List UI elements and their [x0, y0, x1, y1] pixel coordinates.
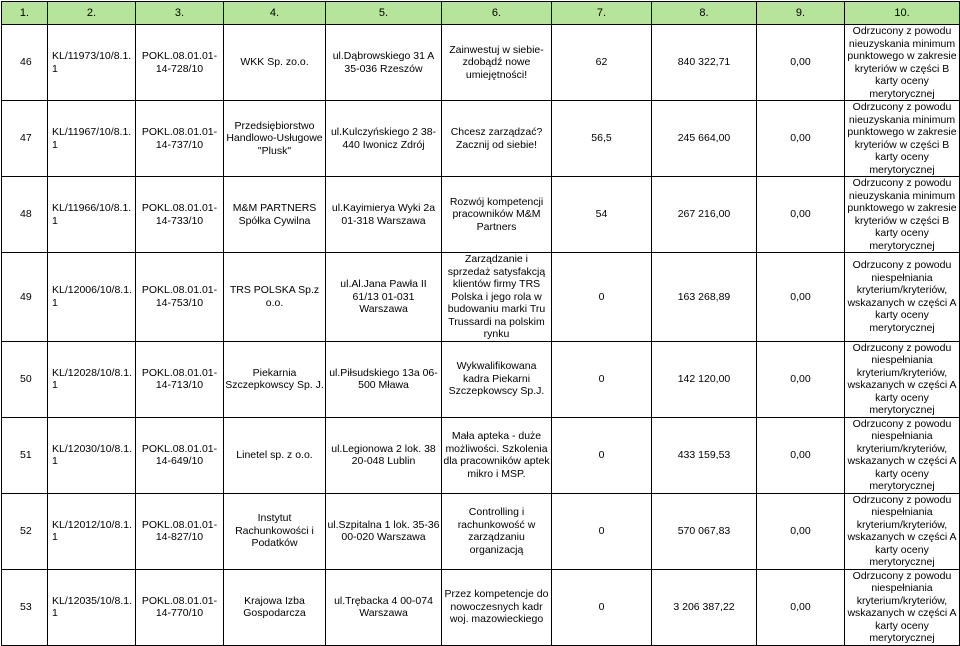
application-code: POKL.08.01.01-14-770/10: [136, 569, 224, 645]
row-number: 47: [2, 101, 48, 177]
rejection-status: Odrzucony z powodu niespełniania kryterium/kryteriów, wskazanych w części A karty oceny merytorycznej: [845, 417, 960, 493]
table-row: [2, 253, 960, 342]
applicant-name: Krajowa Izba Gospodarcza: [224, 569, 326, 645]
header-row: [2, 2, 960, 25]
applicant-name: Przedsiębiorstwo Handlowo-Usługowe "Plusk": [224, 101, 326, 177]
project-number: KL/11967/10/8.1.1: [48, 101, 136, 177]
row-number: 49: [2, 253, 48, 342]
requested-amount: 840 322,71: [652, 25, 757, 101]
requested-amount: 163 268,89: [652, 253, 757, 342]
row-number: 52: [2, 493, 48, 569]
applicant-name: M&M PARTNERS Spółka Cywilna: [224, 177, 326, 253]
project-title: Rozwój kompetencji pracowników M&M Partners: [442, 177, 552, 253]
requested-amount: 433 159,53: [652, 417, 757, 493]
applicant-name: Linetel sp. z o.o.: [224, 417, 326, 493]
score-value: 0: [552, 341, 652, 417]
application-code: POKL.08.01.01-14-728/10: [136, 25, 224, 101]
application-code: POKL.08.01.01-14-737/10: [136, 101, 224, 177]
rejection-status: Odrzucony z powodu niespełniania kryterium/kryteriów, wskazanych w części A karty oceny merytorycznej: [845, 493, 960, 569]
application-code: POKL.08.01.01-14-827/10: [136, 493, 224, 569]
applicant-name: Piekarnia Szczepkowscy Sp. J.: [224, 341, 326, 417]
column-header: 3.: [136, 2, 224, 25]
column-header: 2.: [48, 2, 136, 25]
recommended-amount: 0,00: [757, 493, 845, 569]
recommended-amount: 0,00: [757, 253, 845, 342]
applicant-name: TRS POLSKA Sp.z o.o.: [224, 253, 326, 342]
table-row: [2, 417, 960, 493]
application-code: POKL.08.01.01-14-733/10: [136, 177, 224, 253]
column-header: 9.: [757, 2, 845, 25]
row-number: 50: [2, 341, 48, 417]
applicant-name: WKK Sp. zo.o.: [224, 25, 326, 101]
recommended-amount: 0,00: [757, 417, 845, 493]
project-title: Zainwestuj w siebie- zdobądź nowe umiejętności!: [442, 25, 552, 101]
project-title: Controlling i rachunkowość w zarządzaniu organizacją: [442, 493, 552, 569]
recommended-amount: 0,00: [757, 101, 845, 177]
requested-amount: 570 067,83: [652, 493, 757, 569]
recommended-amount: 0,00: [757, 341, 845, 417]
rejection-status: Odrzucony z powodu niespełniania kryterium/kryteriów, wskazanych w części A karty oceny merytorycznej: [845, 341, 960, 417]
applicant-address: ul.Szpitalna 1 lok. 35-36 00-020 Warszawa: [326, 493, 442, 569]
rejection-status: Odrzucony z powodu nieuzyskania minimum punktowego w zakresie kryteriów w części B karty oceny merytorycznej: [845, 25, 960, 101]
applicant-address: ul.Dąbrowskiego 31 A 35-036 Rzeszów: [326, 25, 442, 101]
row-number: 53: [2, 569, 48, 645]
table-row: [2, 341, 960, 417]
application-code: POKL.08.01.01-14-649/10: [136, 417, 224, 493]
project-number: KL/11973/10/8.1.1: [48, 25, 136, 101]
requested-amount: 3 206 387,22: [652, 569, 757, 645]
project-number: KL/12006/10/8.1.1: [48, 253, 136, 342]
score-value: 62: [552, 25, 652, 101]
score-value: 0: [552, 493, 652, 569]
project-number: KL/11966/10/8.1.1: [48, 177, 136, 253]
project-number: KL/12012/10/8.1.1: [48, 493, 136, 569]
table-row: [2, 25, 960, 101]
project-number: KL/12035/10/8.1.1: [48, 569, 136, 645]
recommended-amount: 0,00: [757, 177, 845, 253]
applicant-address: ul.Legionowa 2 lok. 38 20-048 Lublin: [326, 417, 442, 493]
column-header: 8.: [652, 2, 757, 25]
table-row: [2, 177, 960, 253]
application-code: POKL.08.01.01-14-713/10: [136, 341, 224, 417]
results-table: [1, 1, 960, 646]
applicant-address: ul.Al.Jana Pawła II 61/13 01-031 Warszawa: [326, 253, 442, 342]
row-number: 48: [2, 177, 48, 253]
requested-amount: 245 664,00: [652, 101, 757, 177]
recommended-amount: 0,00: [757, 25, 845, 101]
table-row: [2, 493, 960, 569]
project-title: Wykwalifikowana kadra Piekarni Szczepkowscy Sp.J.: [442, 341, 552, 417]
row-number: 51: [2, 417, 48, 493]
column-header: 6.: [442, 2, 552, 25]
row-number: 46: [2, 25, 48, 101]
column-header: 4.: [224, 2, 326, 25]
recommended-amount: 0,00: [757, 569, 845, 645]
column-header: 5.: [326, 2, 442, 25]
applicant-address: ul.Kulczyńskiego 2 38-440 Iwonicz Zdrój: [326, 101, 442, 177]
project-title: Chcesz zarządzać? Zacznij od siebie!: [442, 101, 552, 177]
application-code: POKL.08.01.01-14-753/10: [136, 253, 224, 342]
project-title: Zarządzanie i sprzedaż satysfakcją klientów firmy TRS Polska i jego rola w budowaniu marki Tru Trussardi na polskim rynku: [442, 253, 552, 342]
rejection-status: Odrzucony z powodu nieuzyskania minimum punktowego w zakresie kryteriów w części B karty oceny merytorycznej: [845, 177, 960, 253]
applicant-address: ul.Piłsudskiego 13a 06-500 Mława: [326, 341, 442, 417]
requested-amount: 142 120,00: [652, 341, 757, 417]
table-row: [2, 101, 960, 177]
applicant-name: Instytut Rachunkowości i Podatków: [224, 493, 326, 569]
requested-amount: 267 216,00: [652, 177, 757, 253]
rejection-status: Odrzucony z powodu niespełniania kryterium/kryteriów, wskazanych w części A karty oceny merytorycznej: [845, 569, 960, 645]
column-header: 10.: [845, 2, 960, 25]
rejection-status: Odrzucony z powodu nieuzyskania minimum punktowego w zakresie kryteriów w części B karty oceny merytorycznej: [845, 101, 960, 177]
project-title: Mała apteka - duże możliwości. Szkolenia dla pracowników aptek mikro i MSP.: [442, 417, 552, 493]
project-number: KL/12028/10/8.1.1: [48, 341, 136, 417]
project-title: Przez kompetencje do nowoczesnych kadr woj. mazowieckiego: [442, 569, 552, 645]
column-header: 7.: [552, 2, 652, 25]
project-number: KL/12030/10/8.1.1: [48, 417, 136, 493]
score-value: 56,5: [552, 101, 652, 177]
applicant-address: ul.Kayimierya Wyki 2a 01-318 Warszawa: [326, 177, 442, 253]
rejection-status: Odrzucony z powodu niespełniania kryterium/kryteriów, wskazanych w części A karty oceny merytorycznej: [845, 253, 960, 342]
score-value: 54: [552, 177, 652, 253]
score-value: 0: [552, 569, 652, 645]
column-header: 1.: [2, 2, 48, 25]
score-value: 0: [552, 253, 652, 342]
applicant-address: ul.Trębacka 4 00-074 Warszawa: [326, 569, 442, 645]
score-value: 0: [552, 417, 652, 493]
table-row: [2, 569, 960, 645]
